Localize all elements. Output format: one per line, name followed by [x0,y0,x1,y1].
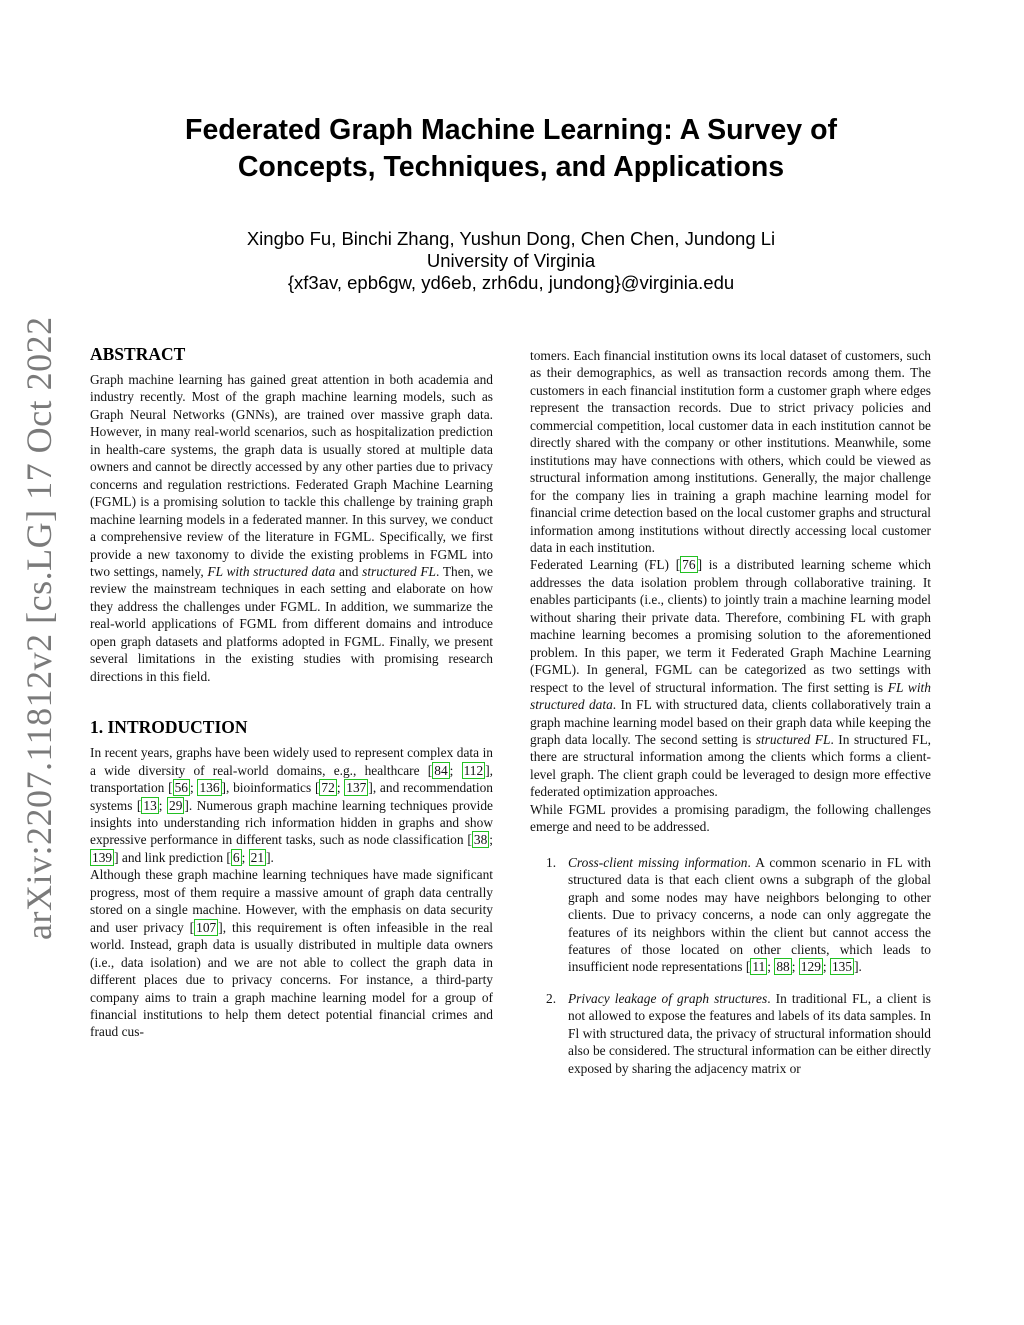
citation-link[interactable]: 29 [169,797,183,813]
intro-paragraph-3: tomers. Each financial institution owns its local dataset of customers, such as their demographics, as well as transaction records among them. The customers in each financial institution form a customer graph where edges represent the transaction records. Due to strict privacy policies and commercial competition, local customer data in each institution cannot be directly shared with the company or other institutions. Meanwhile, some institutions may have connections with others, which could be viewed as structural information among institutions. Generally, the major challenge for the company lies in training a graph machine learning model for financial crime detection based on the local customer graphs and structural information among institutions without directly accessing local customer data in each institution. [530,348,931,555]
intro-paragraph-2: Although these graph machine learning techniques have made significant progress, most of them require a massive amount of graph data centrally stored on a single machine. However, with the emphasis on data security and user privacy [ 107 ], this requirement is often infeasible in the real world. Instead, graph data is usually distributed in multiple data owners (i.e., data isolation) and we are not able to collect the graph data in different places due to privacy concerns. For instance, a third-party company aims to train a graph machine learning model for a group of financial institutions to help them detect potential financial crimes and fraud cus- [90,867,493,1040]
abstract-text: Graph machine learning has gained great attention in both academia and industry recently. Most of the graph machine learning models, such as Graph Neural Networks (GNNs), are trained over massive graph data. However, in many real-world scenarios, such as hospitalization prediction in health-care systems, the graph data is usually stored at multiple data owners and cannot be directly accessed by any other parties due to privacy concerns and regulation restrictions. Federated Graph Machine Learning (FGML) is a promising solution to tackle this challenge by training graph machine learning models in a federated manner. In this survey, we conduct a comprehensive review of the literature in FGML. Specifically, we first provide a new taxonomy to divide the existing problems in FGML into two settings, namely, FL with structured data and structured FL. Then, we review the mainstream techniques in each setting and elaborate on how they address the challenges under FGML. In addition, we summarize the real-world applications of FGML from different domains and introduce open graph datasets and platforms adopted in FGML. Finally, we present several limitations in the existing studies with promising research directions in this field. [90,372,494,684]
citation-link[interactable]: 84 [434,762,448,778]
intro-paragraph-5: While FGML provides a promising paradigm, the following challenges emerge and need to be addressed. [530,801,931,835]
citation-link[interactable]: 129 [800,959,821,975]
citation-link[interactable]: 56 [174,780,188,796]
citation-link[interactable]: 11 [752,959,766,975]
author-block [90,228,932,294]
author-names: Xingbo Fu, Binchi Zhang, Yushun Dong, Chen Chen, Jundong Li [246,228,776,249]
citation-link[interactable]: 107 [196,919,217,935]
citation-link[interactable]: 21 [250,849,265,865]
citation-link[interactable]: 6 [232,849,240,865]
citation-link[interactable]: 76 [682,557,696,573]
citation-link[interactable]: 112 [463,762,484,778]
left-column [90,343,493,1041]
citation-link[interactable]: 88 [776,959,790,975]
paper-title [90,112,932,186]
list-item: 1. Cross-client missing information. A common scenario in FL with structured data is that each client owns a subgraph of the global graph and some nodes may have neighbors belonging to other clients. Due to privacy concerns, a node can only aggregate the features of its neighbors within the client but cannot access the features of those located on other clients, which leads to insufficient node representations [ 11 ; 88 ; 129 ; 135 ]. [546,854,932,975]
arxiv-identifier-stamp: arXiv:2207.11812v2 [cs.LG] 17 Oct 2022 [19,316,59,940]
citation-link[interactable]: 72 [321,780,335,796]
author-affiliation: University of Virginia [426,250,596,271]
challenges-list [530,854,931,1077]
citation-link[interactable]: 137 [346,780,367,796]
citation-link[interactable]: 135 [831,959,853,975]
list-item: 2. Privacy leakage of graph structures. In traditional FL, a client is not allowed to expose the features and labels of its data samples. In Fl with structured data, the privacy of structural information should also be considered. The structural information can be either directly exposed by sharing the adjacency matrix or [546,990,932,1076]
intro-paragraph-4: Federated Learning (FL) [ 76 ] is a distributed learning scheme which addresses the data isolation problem through collaborative training. It enables participants (i.e., clients) to jointly train a machine learning model without sharing their private data. Therefore, combining FL with graph machine learning becomes a promising solution to the aforementioned problem. In this paper, we term it Federated Graph Machine Learning (FGML). In general, FGML can be categorized as two settings with respect to the level of structural information. The first setting is FL with structured data. In FL with structured data, clients collaboratively train a graph machine learning model based on their graph data while keeping the graph data locally. The second setting is structured FL. In structured FL, there are structural information among the clients which forms a client-level graph. The client graph could be leveraged to design more effective federated optimization approaches. [530,557,932,800]
title-line-2: Concepts, Techniques, and Applications [237,151,785,183]
intro-paragraph-1: In recent years, graphs have been widely used to represent complex data in a wide diversity of real-world domains, e.g., healthcare [ 84 ; 112 ], transportation [ 56 ; 136 ], bioinformatics [ 72 ; 137 ], and recommendation systems [ 13 ; 29 ]. Numerous graph machine learning techniques provide insights into understanding rich information hidden in graphs and show expressive performance in different tasks, such as node classification [ 38 ; 139 ] and link prediction [ 6 ; 21 ]. [90,745,494,865]
citation-link[interactable]: 139 [92,849,113,865]
citation-link[interactable]: 13 [143,797,157,813]
title-line-1: Federated Graph Machine Learning: A Survey of [185,114,837,146]
title-block [90,112,932,186]
abstract-heading: ABSTRACT [90,344,186,364]
introduction-heading: 1. INTRODUCTION [90,717,248,738]
author-emails: {xf3av, epb6gw, yd6eb, zrh6du, jundong}@virginia.edu [287,272,735,293]
right-column [530,347,931,1091]
citation-link[interactable]: 38 [473,832,488,848]
citation-link[interactable]: 136 [199,780,220,796]
